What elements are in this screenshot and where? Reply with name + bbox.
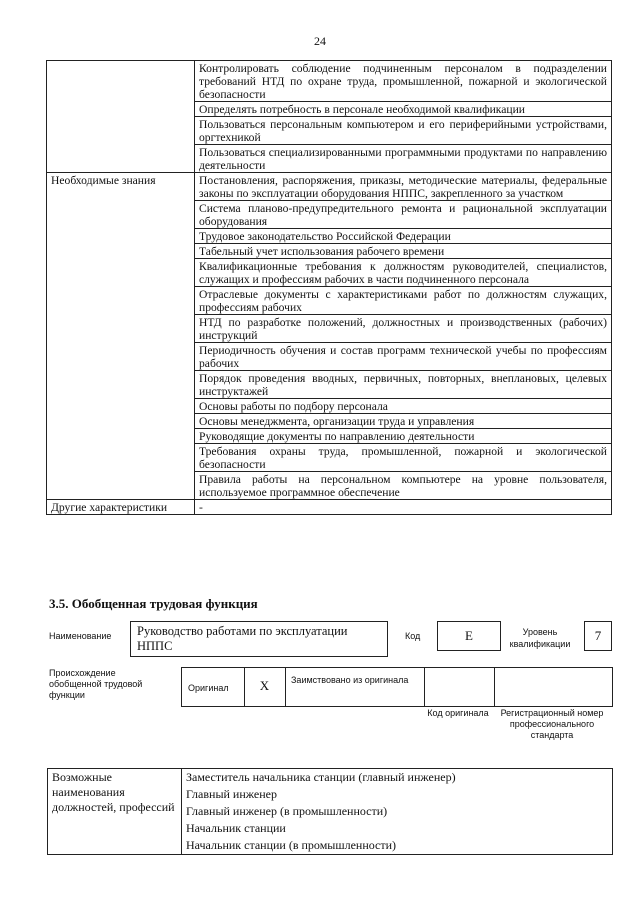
knowledge-item: Квалификационные требования к должностям руководителей, специалистов, служащих и профессиям рабочих в части подчиненного персонала — [195, 259, 612, 287]
positions-table — [47, 768, 613, 855]
knowledge-item: Отраслевые документы с характеристиками работ по должностям служащих, профессиям рабочих — [195, 287, 612, 315]
gtf-name-label: Наименование — [49, 631, 112, 641]
table-row — [48, 769, 613, 855]
skill-item: Определять потребность в персонале необходимой квалификации — [195, 102, 612, 117]
table-row — [47, 500, 612, 515]
other-label: Другие характеристики — [47, 500, 195, 515]
list-item: Главный инженер (в промышленности) — [186, 804, 388, 818]
knowledge-item: Правила работы на персональном компьютере на уровне пользователя, используемое программное обеспечение — [195, 472, 612, 500]
positions-list — [182, 769, 613, 855]
knowledge-label: Необходимые знания — [47, 173, 195, 500]
gtf-level-label: Уровень квалификации — [509, 627, 571, 649]
knowledge-item: Трудовое законодательство Российской Федерации — [195, 229, 612, 244]
gtf-name-box — [130, 621, 388, 657]
origin-box — [181, 667, 613, 707]
borrowed-label: Заимствовано из оригинала — [291, 675, 409, 685]
gtf-code-box — [437, 621, 501, 651]
knowledge-item: Руководящие документы по направлению деятельности — [195, 429, 612, 444]
gtf-code-label: Код — [405, 631, 421, 641]
knowledge-item: НТД по разработке положений, должностных и производственных (рабочих) инструкций — [195, 315, 612, 343]
knowledge-item: Основы работы по подбору персонала — [195, 399, 612, 414]
original-mark: X — [259, 678, 270, 693]
page-number: 24 — [314, 34, 326, 48]
gtf-name-value: Руководство работами по эксплуатации НППС — [137, 624, 348, 653]
gtf-code-value: E — [465, 628, 473, 643]
reg-number-caption: Регистрационный номер профессионального стандарта — [500, 708, 604, 740]
section-title: 3.5. Обобщенная трудовая функция — [49, 596, 258, 611]
skill-item: Контролировать соблюдение подчиненным персоналом в подразделении требований НТД по охране труда, промышленной, пожарной и экологической безопасности — [195, 61, 612, 102]
knowledge-item: Основы менеджмента, организации труда и управления — [195, 414, 612, 429]
table-row — [47, 61, 612, 102]
other-value: - — [195, 500, 612, 515]
positions-label: Возможные наименования должностей, профессий — [48, 769, 182, 855]
code-original-caption: Код оригинала — [427, 708, 489, 718]
gtf-level-value: 7 — [594, 628, 602, 643]
list-item: Начальник станции — [186, 821, 286, 835]
list-item: Главный инженер — [186, 787, 277, 801]
skills-label-cell — [47, 61, 195, 173]
knowledge-item: Порядок проведения вводных, первичных, повторных, внеплановых, целевых инструктажей — [195, 371, 612, 399]
original-label: Оригинал — [188, 683, 229, 693]
knowledge-item: Периодичность обучения и состав программ технической учебы по профессиям рабочих — [195, 343, 612, 371]
knowledge-item: Требования охраны труда, промышленной, пожарной и экологической безопасности — [195, 444, 612, 472]
skill-item: Пользоваться специализированными программными продуктами по направлению деятельности — [195, 145, 612, 173]
gtf-level-box — [584, 621, 612, 651]
table-row — [47, 173, 612, 201]
knowledge-item: Система планово-предупредительного ремонта и рациональной эксплуатации оборудования — [195, 201, 612, 229]
competency-table — [46, 60, 612, 515]
skill-item: Пользоваться персональным компьютером и его периферийными устройствами, оргтехникой — [195, 117, 612, 145]
knowledge-item: Постановления, распоряжения, приказы, методические материалы, федеральные законы по эксплуатации оборудования НППС, закрепленного за участком — [195, 173, 612, 201]
knowledge-item: Табельный учет использования рабочего времени — [195, 244, 612, 259]
list-item: Заместитель начальника станции (главный инженер) — [186, 770, 456, 784]
list-item: Начальник станции (в промышленности) — [186, 838, 397, 852]
origin-label: Происхождение обобщенной трудовой функции — [49, 668, 143, 700]
